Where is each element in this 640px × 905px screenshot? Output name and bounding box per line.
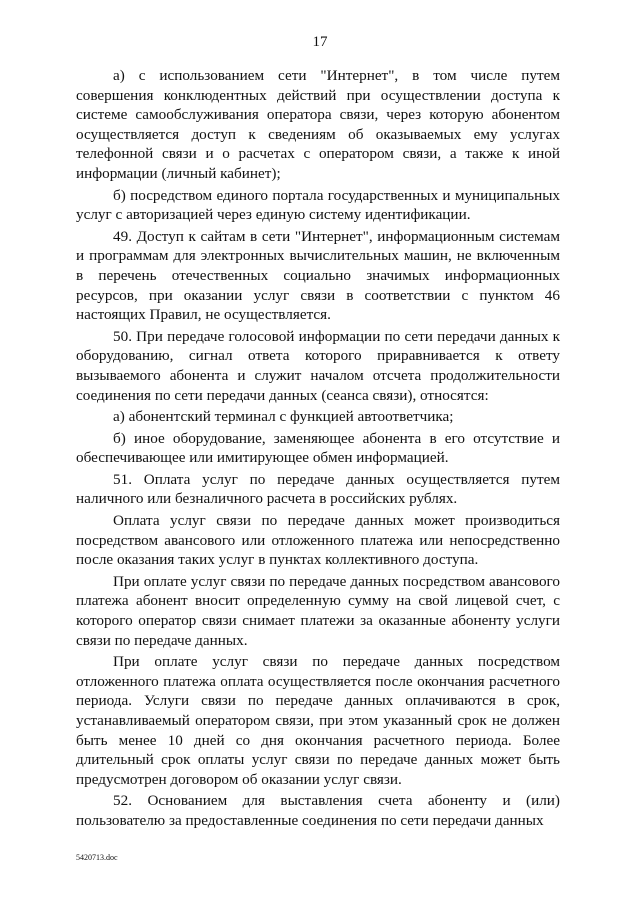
paragraph-item-51: 51. Оплата услуг по передаче данных осуществляется путем наличного или безналичного расчета в российских рублях.	[76, 470, 560, 508]
footer-filename: 5420713.doc	[76, 853, 118, 862]
paragraph-gosuslugi-portal: б) посредством единого портала государственных и муниципальных услуг с авторизацией через единую систему идентификации.	[76, 186, 560, 224]
paragraph-item-52: 52. Основанием для выставления счета абоненту и (или) пользователю за предоставленные соединения по сети передачи данных	[76, 792, 560, 829]
paragraph-item-50-a: а) абонентский терминал с функцией автоответчика;	[113, 408, 454, 426]
paragraph-item-50-b: б) иное оборудование, заменяющее абонента в его отсутствие и обеспечивающее или имитирующее обмен информацией.	[76, 429, 560, 467]
paragraph-internet-access: а) с использованием сети "Интернет", в том числе путем совершения конклюдентных действий при осуществлении доступа к системе самообслуживания оператора связи, через которую абонентом осуществляется доступ к сведениям об оказываемых ему услугах телефонной связи и о расчетах с оператором связи, а также к иной информации (личный кабинет);	[76, 67, 560, 182]
paragraph-deferred-payment: При оплате услуг связи по передаче данных посредством отложенного платежа оплата осуществляется после окончания расчетного периода. Услуги связи по передаче данных оплачиваются в срок, устанавливаемый оператором связи, при этом указанный срок не должен быть менее 10 дней со дня окончания расчетного периода. Более длительный срок оплаты услуг связи по передаче данных может быть предусмотрен договором об оказании услуг связи.	[76, 653, 560, 788]
paragraph-advance-payment: При оплате услуг связи по передаче данных посредством авансового платежа абонент вносит определенную сумму на свой лицевой счет, с которого оператор связи снимает платежи за оказанные абоненту услуги связи по передаче данных.	[76, 572, 560, 649]
paragraph-item-50: 50. При передаче голосовой информации по сети передачи данных к оборудованию, сигнал ответа которого приравнивается к ответу вызываемого абонента и служит началом отсчета продолжительности соединения по сети передачи данных (сеанса связи), относятся:	[76, 327, 560, 404]
page-number: 17	[312, 34, 328, 50]
paragraph-payment-methods: Оплата услуг связи по передаче данных может производиться посредством авансового или отложенного платежа или непосредственно после оказания таких услуг в пунктах коллективного доступа.	[76, 512, 560, 569]
paragraph-item-49: 49. Доступ к сайтам в сети "Интернет", информационным системам и программам для электронных вычислительных машин, не включенным в перечень отечественных социально значимых информационных ресурсов, при оказании услуг связи в соответствии с пунктом 46 настоящих Правил, не осуществляется.	[76, 227, 560, 324]
body-text	[76, 66, 560, 831]
